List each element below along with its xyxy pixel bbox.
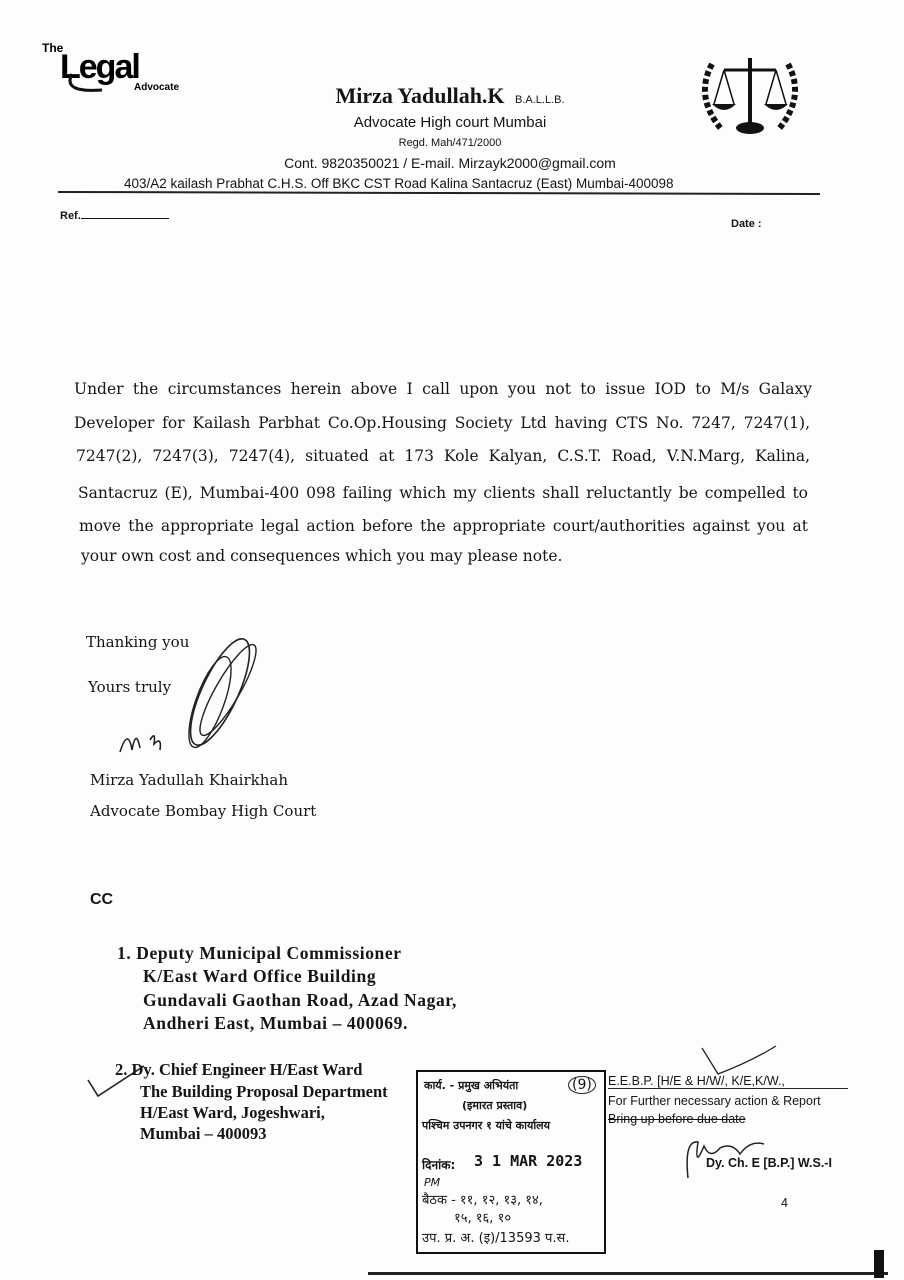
corner-scan-mark <box>874 1250 884 1278</box>
body-line: Developer for Kailash Parbhat Co.Op.Housing Society Ltd having CTS No. 7247, 7247(1), <box>74 414 810 432</box>
cc-recipient-1-line: Andheri East, Mumbai – 400069. <box>143 1013 408 1033</box>
signer-title: Advocate Bombay High Court <box>90 802 317 820</box>
stamp-line-5: बैठक - ११, १२, १३, १४, <box>422 1193 543 1208</box>
cc-recipient-2-line: 2. Dy. Chief Engineer H/East Ward <box>115 1060 363 1079</box>
body-line: your own cost and consequences which you may please note. <box>81 547 563 565</box>
cc-recipient-1-line: K/East Ward Office Building <box>143 966 377 986</box>
body-line: Under the circumstances herein above I call upon you not to issue IOD to M/s Galaxy <box>74 380 812 398</box>
cc-recipient-1-line: Gundavali Gaothan Road, Azad Nagar, <box>143 990 458 1010</box>
yours-truly: Yours truly <box>88 678 172 696</box>
stamp-date-label: दिनांक: <box>422 1158 456 1172</box>
stamp-date: 3 1 MAR 2023 <box>474 1152 583 1170</box>
signer-name: Mirza Yadullah Khairkhah <box>90 771 288 789</box>
cc-recipient-1-line: 1. Deputy Municipal Commissioner <box>117 943 402 963</box>
advocate-title: Advocate High court Mumbai <box>353 114 547 131</box>
header-divider <box>58 191 820 194</box>
stamp-number: (9) <box>568 1076 596 1094</box>
svg-text:The: The <box>42 41 64 55</box>
stamp-initials: PM <box>424 1176 441 1189</box>
svg-text:Advocate: Advocate <box>134 82 180 93</box>
body-line: 7247(2), 7247(3), 7247(4), situated at 173 Kole Kalyan, C.S.T. Road, V.N.Marg, Kalina, <box>76 447 810 465</box>
legal-advocate-logo <box>42 38 212 98</box>
ref-field <box>60 210 169 222</box>
endorsement-heading: E.E.B.P. [H/E & H/W/, K/E,K/W., <box>608 1074 848 1089</box>
body-line: Santacruz (E), Mumbai-400 098 failing which my clients shall reluctantly be compelled to <box>78 484 808 502</box>
ref-label: Ref. <box>60 210 81 222</box>
cc-recipient-2-line: The Building Proposal Department <box>140 1082 388 1101</box>
endorsement-sign-title: Dy. Ch. E [B.P.] W.S.-I <box>706 1156 832 1170</box>
svg-text:Legal: Legal <box>60 48 139 86</box>
stamp-line-1: कार्य. - प्रमुख अभियंता <box>424 1079 519 1092</box>
cc-label: CC <box>90 891 114 908</box>
stamp-line-3: पश्चिम उपनगर १ यांचे कार्यालय <box>422 1119 551 1132</box>
cc-recipient-2-line: Mumbai – 400093 <box>140 1124 267 1143</box>
stamp-line-6: १५, १६, १० <box>454 1211 512 1226</box>
advocate-name: Mirza Yadullah.K <box>335 83 505 108</box>
page-number: 4 <box>781 1196 788 1210</box>
qualification: B.A.L.L.B. <box>515 94 565 106</box>
inward-stamp <box>416 1070 606 1254</box>
scales-of-justice-icon <box>690 52 810 142</box>
endorsement-line-2: Bring up before due date <box>608 1112 746 1126</box>
address: 403/A2 kailash Prabhat C.H.S. Off BKC CST Road Kalina Santacruz (East) Mumbai-400098 <box>124 176 674 191</box>
date-label: Date : <box>731 218 762 230</box>
bottom-scan-edge <box>368 1272 888 1275</box>
thanking-you: Thanking you <box>86 633 190 651</box>
cc-recipient-2-line: H/East Ward, Jogeshwari, <box>140 1103 325 1122</box>
body-line: move the appropriate legal action before the appropriate court/authorities against you at <box>79 517 808 535</box>
contact: Cont. 9820350021 / E-mail. Mirzayk2000@gmail.com <box>284 155 616 171</box>
logo-graphic <box>42 38 212 98</box>
signature-image <box>110 632 270 777</box>
stamp-line-2: (इमारत प्रस्ताव) <box>462 1099 528 1112</box>
endorsement-line-1: For Further necessary action & Report <box>608 1094 821 1108</box>
registration: Regd. Mah/471/2000 <box>398 137 502 149</box>
stamp-inward-number: उप. प्र. अ. (इ)/13593 प.स. <box>422 1231 570 1246</box>
